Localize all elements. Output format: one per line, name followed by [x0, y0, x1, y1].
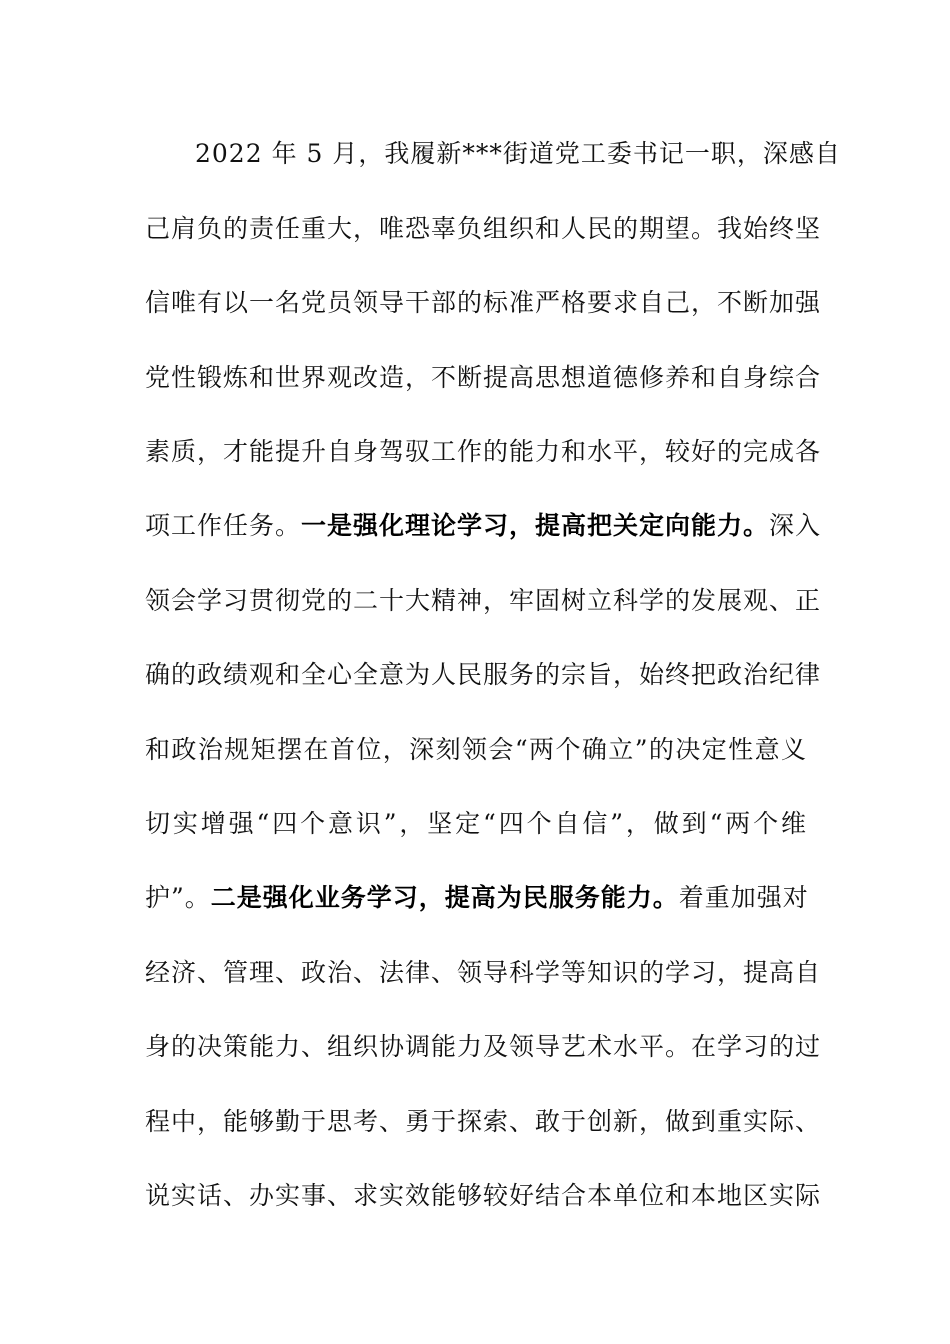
text-run: 2022 年 5 月，我履新***街道党工委书记一职，深感自	[195, 139, 841, 168]
text-line	[145, 415, 822, 489]
text-run: 程中，能够勤于思考、勇于探索、敢于创新，做到重实际、	[145, 1107, 822, 1136]
section-heading-1: 一是强化理论学习，提高把关定向能力。	[301, 511, 770, 540]
section-heading-2: 二是强化业务学习，提高为民服务能力。	[210, 883, 679, 912]
text-run: 素质，才能提升自身驾驭工作的能力和水平，较好的完成各	[145, 437, 822, 466]
text-run: 护”。	[145, 883, 211, 912]
text-run: 切实增强“四个意识”，坚定“四个自信”，做到“两个维	[145, 809, 807, 838]
text-run: 说实话、办实事、求实效能够较好结合本单位和本地区实际	[145, 1181, 822, 1210]
text-line	[145, 489, 822, 563]
text-run: 己肩负的责任重大，唯恐辜负组织和人民的期望。我始终坚	[145, 214, 822, 243]
text-line	[145, 341, 822, 415]
text-line	[145, 787, 807, 861]
text-line	[145, 713, 807, 787]
text-run: 信唯有以一名党员领导干部的标准严格要求自己，不断加强	[145, 288, 822, 317]
text-line	[145, 1085, 822, 1159]
text-line	[145, 1159, 822, 1233]
text-line	[195, 117, 841, 191]
text-run: 深入	[769, 511, 822, 540]
text-run: 和政治规矩摆在首位，深刻领会“两个确立”的决定性意义	[145, 735, 807, 764]
text-run: 领会学习贯彻党的二十大精神，牢固树立科学的发展观、正	[145, 586, 822, 615]
text-run: 身的决策能力、组织协调能力及领导艺术水平。在学习的过	[145, 1032, 822, 1061]
text-line	[145, 192, 822, 266]
text-line	[145, 266, 822, 340]
text-run: 确的政绩观和全心全意为人民服务的宗旨，始终把政治纪律	[145, 660, 822, 689]
text-run: 着重加强对	[678, 883, 809, 912]
text-line	[145, 564, 822, 638]
text-run: 项工作任务。	[145, 511, 302, 540]
text-run: 经济、管理、政治、法律、领导科学等知识的学习，提高自	[145, 958, 822, 987]
text-line	[145, 638, 822, 712]
text-line	[145, 936, 822, 1010]
text-line	[145, 861, 807, 935]
text-line	[145, 1010, 822, 1084]
text-run: 党性锻炼和世界观改造，不断提高思想道德修养和自身综合	[145, 363, 822, 392]
